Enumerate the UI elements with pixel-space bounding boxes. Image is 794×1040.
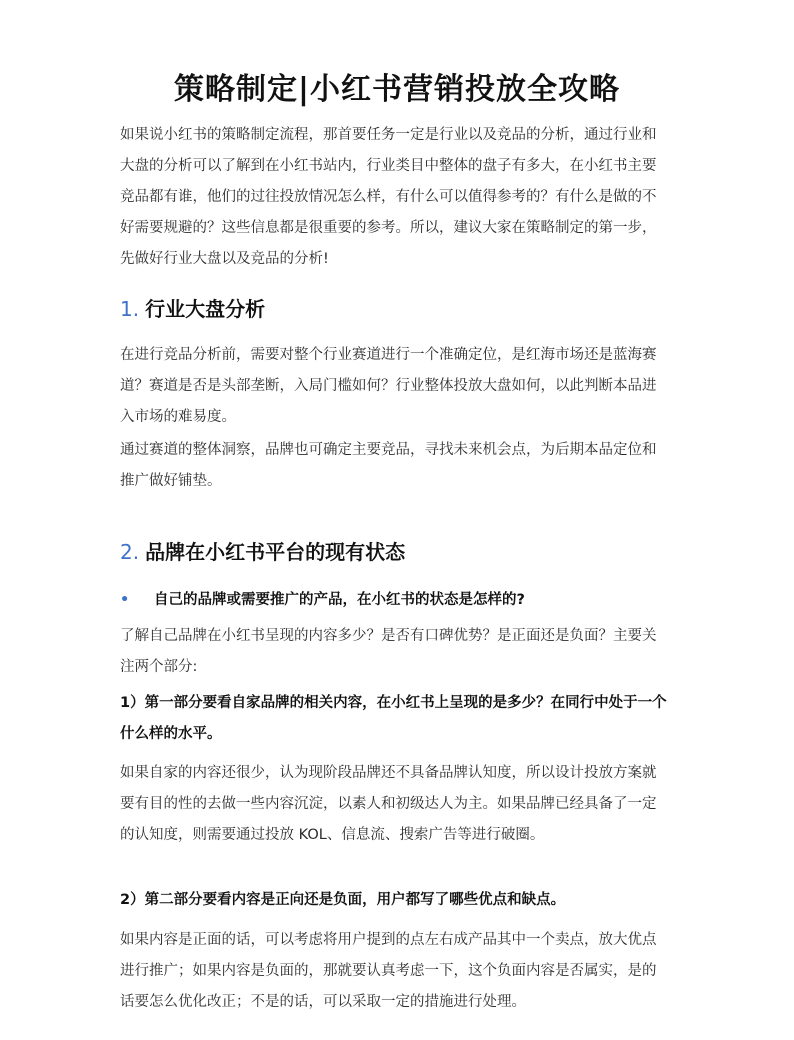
point1-line: 什么样的水平。 (120, 726, 222, 742)
section2-para1-line: 注两个部分: (120, 659, 198, 675)
section1-heading (120, 294, 265, 324)
section2-para3-line: 话要怎么优化改正；不是的话，可以采取一定的措施进行处理。 (120, 994, 526, 1010)
section2-paragraph-1 (120, 621, 680, 683)
section2-para2-line: 如果自家的内容还很少，认为现阶段品牌还不具备品牌认知度，所以设计投放方案就 (120, 765, 657, 781)
section1-para1-line: 在进行竞品分析前，需要对整个行业赛道进行一个准确定位，是红海市场还是蓝海赛 (120, 347, 657, 363)
intro-line: 好需要规避的？这些信息都是很重要的参考。所以，建议大家在策略制定的第一步， (120, 220, 657, 236)
document-title: 策略制定|小红书营销投放全攻略 (174, 72, 620, 107)
point1-line: 1）第一部分要看自家品牌的相关内容，在小红书上呈现的是多少？在同行中处于一个 (120, 695, 667, 711)
intro-paragraph (120, 120, 680, 275)
section2-heading (120, 537, 405, 567)
intro-line: 大盘的分析可以了解到在小红书站内，行业类目中整体的盘子有多大，在小红书主要 (120, 158, 657, 174)
section2-para3-line: 进行推广；如果内容是负面的，那就要认真考虑一下，这个负面内容是否属实，是的 (120, 963, 657, 979)
bullet-item (120, 586, 525, 614)
section2-number: 2. (120, 540, 140, 564)
section1-para1-line: 入市场的难易度。 (120, 409, 236, 425)
section1-paragraph-1 (120, 340, 680, 433)
section2-title: 品牌在小红书平台的现有状态 (145, 540, 406, 564)
section2-para2-line: 要有目的性的去做一些内容沉淀，以素人和初级达人为主。如果品牌已经具备了一定 (120, 796, 657, 812)
intro-line: 先做好行业大盘以及竞品的分析! (120, 251, 329, 267)
section2-point-2 (120, 885, 680, 916)
bullet-text: 自己的品牌或需要推广的产品，在小红书的状态是怎样的? (154, 592, 525, 608)
section2-paragraph-3 (120, 925, 680, 1018)
intro-line: 如果说小红书的策略制定流程，那首要任务一定是行业以及竞品的分析，通过行业和 (120, 127, 657, 143)
section2-para3-line: 如果内容是正面的话，可以考虑将用户提到的点左右成产品其中一个卖点，放大优点 (120, 932, 657, 948)
section2-point-1 (120, 688, 680, 750)
section1-para2-line: 通过赛道的整体洞察，品牌也可确定主要竞品，寻找未来机会点，为后期本品定位和 (120, 442, 657, 458)
section1-para2-line: 推广做好铺垫。 (120, 473, 222, 489)
section1-paragraph-2 (120, 435, 680, 497)
bullet-dot-icon: • (120, 592, 130, 608)
section1-para1-line: 道？赛道是否是头部垄断，入局门槛如何？行业整体投放大盘如何，以此判断本品进 (120, 378, 657, 394)
section1-number: 1. (120, 297, 140, 321)
section2-para1-line: 了解自己品牌在小红书呈现的内容多少？是否有口碑优势？是正面还是负面？主要关 (120, 628, 657, 644)
section2-para2-line: 的认知度，则需要通过投放 KOL、信息流、搜索广告等进行破圈。 (120, 827, 545, 843)
intro-line: 竞品都有谁，他们的过往投放情况怎么样，有什么可以值得参考的？有什么是做的不 (120, 189, 657, 205)
section2-paragraph-2 (120, 758, 680, 851)
point2-line: 2）第二部分要看内容是正向还是负面，用户都写了哪些优点和缺点。 (120, 892, 566, 908)
section1-title: 行业大盘分析 (145, 297, 266, 321)
